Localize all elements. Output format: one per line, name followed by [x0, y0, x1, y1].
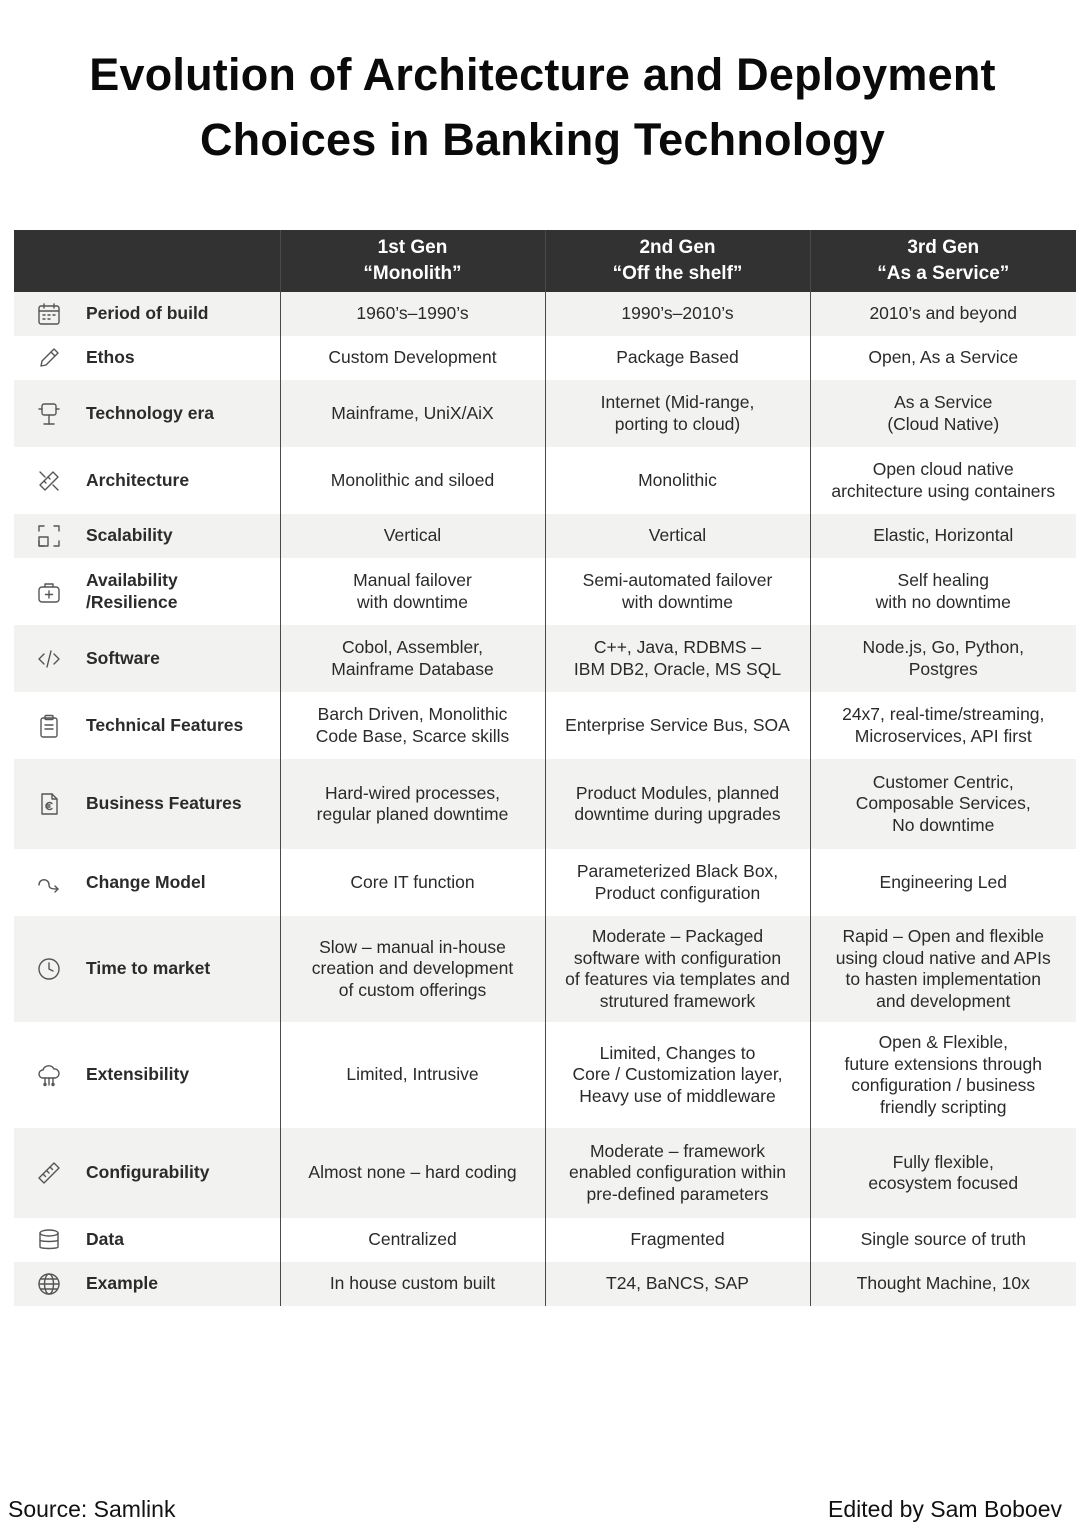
header-gen-1	[280, 230, 545, 292]
cell-gen-3: Open, As a Service	[810, 336, 1076, 380]
row-label: Time to market	[86, 958, 211, 979]
table-row-business-features	[14, 759, 1076, 849]
header-gen-1-title: 1st Gen	[377, 237, 448, 258]
cell-gen-1: Centralized	[280, 1218, 545, 1262]
cell-gen-2: 1990’s–2010’s	[545, 292, 810, 336]
database-icon	[36, 1227, 62, 1253]
comparison-table	[14, 230, 1076, 1306]
cell-gen-2: Product Modules, planned downtime during upgrades	[545, 759, 810, 849]
header-gen-2	[545, 230, 810, 292]
cell-gen-1: In house custom built	[280, 1262, 545, 1306]
row-label: Software	[86, 647, 160, 668]
table-row-data	[14, 1218, 1076, 1262]
cell-gen-2: Internet (Mid-range, porting to cloud)	[545, 380, 810, 447]
title-line-1: Evolution of Architecture and Deployment	[89, 49, 996, 100]
cell-gen-2: Enterprise Service Bus, SOA	[545, 692, 810, 759]
chip-icon	[36, 401, 62, 427]
cell-gen-1: Core IT function	[280, 849, 545, 916]
cell-gen-3: Open cloud native architecture using containers	[810, 447, 1076, 514]
row-label-cell	[14, 558, 280, 625]
cell-gen-2: Vertical	[545, 514, 810, 558]
table-row-period-of-build	[14, 292, 1076, 336]
cell-gen-1: Manual failover with downtime	[280, 558, 545, 625]
row-label-cell	[14, 916, 280, 1022]
row-label: Technology era	[86, 402, 215, 423]
page-title	[0, 42, 1085, 172]
cell-gen-2: Fragmented	[545, 1218, 810, 1262]
table-row-ethos	[14, 336, 1076, 380]
row-label-cell	[14, 1022, 280, 1128]
cell-gen-1: 1960’s–1990’s	[280, 292, 545, 336]
table-row-technical-features	[14, 692, 1076, 759]
row-label-cell	[14, 447, 280, 514]
row-label: Business Features	[86, 793, 242, 814]
header-gen-1-name: “Monolith”	[363, 263, 462, 284]
cell-gen-3: As a Service (Cloud Native)	[810, 380, 1076, 447]
cell-gen-1: Cobol, Assembler, Mainframe Database	[280, 625, 545, 692]
table-row-technology-era	[14, 380, 1076, 447]
row-label: Period of build	[86, 303, 209, 324]
cell-gen-3: Rapid – Open and flexible using cloud native and APIs to hasten implementation and development	[810, 916, 1076, 1022]
cell-gen-1: Mainframe, UniX/AiX	[280, 380, 545, 447]
cell-gen-1: Custom Development	[280, 336, 545, 380]
table-row-configurability	[14, 1128, 1076, 1218]
editor-credit: Edited by Sam Boboev	[828, 1496, 1062, 1522]
table-row-availability-resilience	[14, 558, 1076, 625]
cell-gen-1: Almost none – hard coding	[280, 1128, 545, 1218]
row-label-cell	[14, 759, 280, 849]
row-label-cell	[14, 336, 280, 380]
cell-gen-3: Self healing with no downtime	[810, 558, 1076, 625]
cell-gen-3: Engineering Led	[810, 849, 1076, 916]
cell-gen-3: Elastic, Horizontal	[810, 514, 1076, 558]
cell-gen-3: Node.js, Go, Python, Postgres	[810, 625, 1076, 692]
row-label-cell	[14, 292, 280, 336]
row-label: Example	[86, 1273, 158, 1294]
cell-gen-2: Package Based	[545, 336, 810, 380]
header-empty-cell	[14, 230, 280, 292]
cell-gen-1: Limited, Intrusive	[280, 1022, 545, 1128]
pencil-icon	[36, 345, 62, 371]
code-icon	[36, 646, 62, 672]
row-label-cell	[14, 1128, 280, 1218]
curved-arrow-icon	[36, 870, 62, 896]
header-gen-2-name: “Off the shelf”	[612, 263, 743, 284]
first-aid-icon	[36, 579, 62, 605]
cell-gen-2: Semi-automated failover with downtime	[545, 558, 810, 625]
table-body	[14, 292, 1076, 1306]
table-row-scalability	[14, 514, 1076, 558]
row-label: Extensibility	[86, 1064, 190, 1085]
row-label: Change Model	[86, 871, 206, 892]
cell-gen-3: Open & Flexible, future extensions through configuration / business friendly scripting	[810, 1022, 1076, 1128]
cell-gen-2: T24, BaNCS, SAP	[545, 1262, 810, 1306]
header-gen-3	[810, 230, 1076, 292]
row-label-cell	[14, 1218, 280, 1262]
row-label: Architecture	[86, 469, 190, 490]
header-gen-2-title: 2nd Gen	[639, 237, 716, 258]
header-gen-3-title: 3rd Gen	[907, 237, 980, 258]
table-row-change-model	[14, 849, 1076, 916]
globe-icon	[36, 1271, 62, 1297]
row-label-cell	[14, 514, 280, 558]
header-gen-3-name: “As a Service”	[877, 263, 1010, 284]
cell-gen-3: 2010’s and beyond	[810, 292, 1076, 336]
cell-gen-3: Fully flexible, ecosystem focused	[810, 1128, 1076, 1218]
scale-box-icon	[36, 523, 62, 549]
table-row-architecture	[14, 447, 1076, 514]
clock-icon	[36, 956, 62, 982]
ruler-pencil-icon	[36, 468, 62, 494]
clipboard-icon	[36, 713, 62, 739]
title-line-2: Choices in Banking Technology	[199, 114, 886, 165]
row-label: Technical Features	[86, 714, 244, 735]
cloud-network-icon	[36, 1062, 62, 1088]
row-label: Data	[86, 1229, 124, 1250]
row-label-cell	[14, 692, 280, 759]
calendar-icon	[36, 301, 62, 327]
row-label-cell	[14, 849, 280, 916]
row-label-cell	[14, 1262, 280, 1306]
cell-gen-3: Single source of truth	[810, 1218, 1076, 1262]
table-header-row	[14, 230, 1076, 292]
ruler-icon	[36, 1160, 62, 1186]
row-label-cell	[14, 625, 280, 692]
cell-gen-1: Vertical	[280, 514, 545, 558]
cell-gen-2: C++, Java, RDBMS – IBM DB2, Oracle, MS SQL	[545, 625, 810, 692]
cell-gen-3: Customer Centric, Composable Services, No downtime	[810, 759, 1076, 849]
cell-gen-1: Monolithic and siloed	[280, 447, 545, 514]
cell-gen-2: Moderate – Packaged software with configuration of features via templates and strutured framework	[545, 916, 810, 1022]
row-label-cell	[14, 380, 280, 447]
cell-gen-1: Barch Driven, Monolithic Code Base, Scarce skills	[280, 692, 545, 759]
table-row-example	[14, 1262, 1076, 1306]
cell-gen-2: Monolithic	[545, 447, 810, 514]
row-label: Ethos	[86, 347, 135, 368]
source-credit: Source: Samlink	[8, 1496, 176, 1522]
table-row-software	[14, 625, 1076, 692]
cell-gen-3: 24x7, real-time/streaming, Microservices, API first	[810, 692, 1076, 759]
table-row-extensibility	[14, 1022, 1076, 1128]
row-label: Availability /Resilience	[86, 570, 178, 612]
cell-gen-2: Limited, Changes to Core / Customization layer, Heavy use of middleware	[545, 1022, 810, 1128]
euro-document-icon	[36, 791, 62, 817]
row-label: Configurability	[86, 1162, 210, 1183]
cell-gen-1: Slow – manual in-house creation and development of custom offerings	[280, 916, 545, 1022]
table-row-time-to-market	[14, 916, 1076, 1022]
cell-gen-1: Hard-wired processes, regular planed downtime	[280, 759, 545, 849]
cell-gen-2: Parameterized Black Box, Product configuration	[545, 849, 810, 916]
cell-gen-2: Moderate – framework enabled configuration within pre-defined parameters	[545, 1128, 810, 1218]
row-label: Scalability	[86, 525, 173, 546]
cell-gen-3: Thought Machine, 10x	[810, 1262, 1076, 1306]
